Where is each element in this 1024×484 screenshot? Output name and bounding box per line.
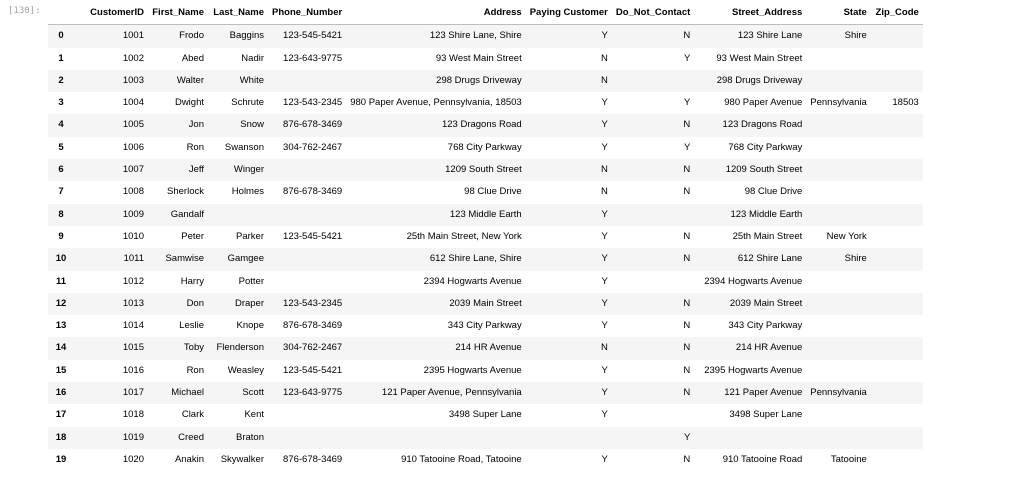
cell-street-address: 214 HR Avenue — [735, 342, 803, 354]
table-header — [48, 2, 923, 25]
table-row — [48, 92, 923, 114]
cell-state — [806, 181, 871, 203]
cell-street-address: 121 Paper Avenue — [724, 387, 803, 399]
cell-first-name: Creed — [178, 431, 204, 443]
cell-first-name: Don — [186, 297, 204, 309]
cell-first-name: Sherlock — [167, 186, 204, 198]
row-index: 11 — [55, 275, 67, 287]
cell-customer-id: 1012 — [122, 275, 144, 287]
cell-phone-number — [268, 248, 346, 270]
cell-last-name: Draper — [234, 297, 264, 309]
cell-paying-customer: Y — [601, 97, 608, 109]
table-row — [48, 248, 923, 270]
cell-first-name: Jeff — [188, 164, 204, 176]
cell-address: 121 Paper Avenue, Pennsylvania — [381, 387, 522, 399]
cell-last-name: White — [239, 74, 264, 86]
cell-customer-id: 1009 — [122, 208, 144, 220]
cell-paying-customer: N — [600, 74, 608, 86]
cell-zip-code — [871, 315, 923, 337]
cell-address: 1209 South Street — [445, 164, 522, 176]
cell-do-not-contact: N — [683, 230, 691, 242]
cell-address: 2039 Main Street — [449, 297, 522, 309]
cell-last-name: Nadir — [241, 52, 264, 64]
cell-customer-id: 1007 — [122, 164, 144, 176]
cell-first-name: Samwise — [165, 253, 204, 265]
cell-street-address: 1209 South Street — [725, 164, 803, 176]
cell-address: 2394 Hogwarts Avenue — [423, 275, 522, 287]
table-row — [48, 70, 923, 92]
cell-zip-code — [871, 427, 923, 449]
row-index: 6 — [58, 164, 64, 176]
cell-state — [806, 293, 871, 315]
row-index: 3 — [58, 97, 64, 109]
cell-first-name: Gandalf — [170, 208, 204, 220]
cell-prompt: [130]: — [8, 6, 41, 16]
cell-paying-customer: Y — [601, 253, 608, 265]
cell-state — [806, 159, 871, 181]
cell-address: 910 Tatooine Road, Tatooine — [401, 453, 522, 465]
cell-street-address: 123 Dragons Road — [722, 119, 803, 131]
cell-state — [806, 204, 871, 226]
row-index: 10 — [55, 253, 67, 265]
cell-customer-id: 1016 — [122, 364, 144, 376]
cell-last-name: Swanson — [224, 141, 264, 153]
table-row — [48, 226, 923, 248]
cell-do-not-contact: N — [683, 297, 691, 309]
cell-phone-number: 123-545-5421 — [283, 30, 343, 42]
table-row — [48, 293, 923, 315]
cell-street-address: 980 Paper Avenue — [724, 97, 803, 109]
cell-state — [806, 427, 871, 449]
cell-state — [806, 315, 871, 337]
cell-zip-code — [871, 271, 923, 293]
table-row — [48, 360, 923, 382]
cell-street-address: 612 Shire Lane — [737, 253, 803, 265]
cell-phone-number: 876-678-3469 — [283, 186, 343, 198]
cell-last-name: Baggins — [229, 30, 264, 42]
table-row — [48, 337, 923, 359]
cell-street-address: 98 Clue Drive — [744, 186, 803, 198]
cell-address: 298 Drugs Driveway — [436, 74, 522, 86]
row-index: 13 — [55, 320, 67, 332]
cell-last-name: Potter — [238, 275, 264, 287]
cell-phone-number: 123-545-5421 — [283, 364, 343, 376]
cell-paying-customer: Y — [601, 119, 608, 131]
cell-paying-customer: N — [600, 52, 608, 64]
cell-last-name: Schrute — [231, 97, 264, 109]
column-header-last-name: Last_Name — [208, 2, 268, 25]
cell-street-address: 2039 Main Street — [729, 297, 803, 309]
cell-zip-code — [871, 114, 923, 136]
cell-phone-number: 123-643-9775 — [283, 52, 343, 64]
cell-do-not-contact: N — [683, 164, 691, 176]
cell-first-name: Michael — [171, 387, 204, 399]
cell-address: 612 Shire Lane, Shire — [429, 253, 522, 265]
row-index: 1 — [58, 52, 64, 64]
column-header-state: State — [806, 2, 871, 25]
cell-paying-customer: N — [600, 186, 608, 198]
cell-zip-code — [871, 181, 923, 203]
cell-customer-id: 1020 — [122, 453, 144, 465]
cell-paying-customer: Y — [601, 453, 608, 465]
row-index: 15 — [55, 364, 67, 376]
cell-customer-id: 1010 — [122, 230, 144, 242]
cell-phone-number: 876-678-3469 — [283, 320, 343, 332]
cell-customer-id: 1015 — [122, 342, 144, 354]
column-header-do-not-contact: Do_Not_Contact — [612, 2, 694, 25]
cell-do-not-contact: Y — [683, 141, 691, 153]
cell-customer-id: 1011 — [123, 253, 144, 265]
row-index: 8 — [58, 208, 64, 220]
table-row — [48, 114, 923, 136]
cell-do-not-contact: Y — [683, 97, 691, 109]
cell-address: 25th Main Street, New York — [406, 230, 522, 242]
cell-last-name: Knope — [236, 320, 264, 332]
cell-paying-customer: Y — [601, 275, 608, 287]
cell-do-not-contact: N — [683, 453, 691, 465]
column-header-customer-id: CustomerID — [74, 2, 148, 25]
table-row — [48, 204, 923, 226]
table-row — [48, 137, 923, 159]
cell-phone-number: 304-762-2467 — [283, 342, 343, 354]
cell-state — [806, 137, 871, 159]
column-header-address: Address — [346, 2, 526, 25]
cell-address: 3498 Super Lane — [448, 409, 522, 421]
cell-state: New York — [826, 230, 867, 242]
column-header-first-name: First_Name — [148, 2, 208, 25]
cell-last-name — [208, 204, 268, 226]
row-index: 19 — [55, 453, 67, 465]
row-index: 17 — [55, 409, 67, 421]
cell-first-name: Toby — [183, 342, 204, 354]
cell-last-name: Parker — [236, 230, 264, 242]
cell-street-address: 2394 Hogwarts Avenue — [704, 275, 803, 287]
table-row — [48, 382, 923, 404]
cell-zip-code — [871, 382, 923, 404]
cell-state: Pennsylvania — [810, 97, 867, 109]
table-row — [48, 159, 923, 181]
cell-do-not-contact: N — [683, 30, 691, 42]
table-row — [48, 427, 923, 449]
cell-first-name: Jon — [188, 119, 204, 131]
cell-phone-number: 123-543-2345 — [283, 297, 343, 309]
cell-last-name: Skywalker — [220, 453, 264, 465]
row-index: 2 — [58, 74, 64, 86]
cell-street-address: 910 Tatooine Road — [722, 453, 803, 465]
cell-customer-id: 1018 — [122, 409, 144, 421]
cell-street-address: 3498 Super Lane — [729, 409, 803, 421]
column-header-zip-code: Zip_Code — [871, 2, 923, 25]
cell-do-not-contact: N — [683, 253, 691, 265]
cell-paying-customer: Y — [601, 297, 608, 309]
cell-paying-customer: Y — [601, 320, 608, 332]
cell-last-name: Holmes — [231, 186, 264, 198]
row-index: 18 — [55, 431, 67, 443]
cell-address — [346, 427, 526, 449]
row-index: 16 — [55, 387, 67, 399]
cell-do-not-contact: N — [683, 119, 691, 131]
cell-customer-id: 1019 — [122, 431, 144, 443]
cell-address: 98 Clue Drive — [464, 186, 522, 198]
cell-paying-customer — [526, 427, 612, 449]
cell-do-not-contact — [612, 204, 694, 226]
cell-state: Shire — [844, 253, 867, 265]
row-index: 14 — [55, 342, 67, 354]
cell-do-not-contact — [612, 271, 694, 293]
cell-state — [806, 114, 871, 136]
cell-first-name: Leslie — [179, 320, 204, 332]
row-index: 9 — [58, 230, 64, 242]
cell-first-name: Clark — [181, 409, 204, 421]
cell-customer-id: 1017 — [122, 387, 144, 399]
column-header-phone-number: Phone_Number — [268, 2, 346, 25]
cell-phone-number: 123-545-5421 — [283, 230, 343, 242]
cell-do-not-contact: N — [683, 387, 691, 399]
cell-phone-number — [268, 70, 346, 92]
cell-zip-code: 18503 — [892, 97, 919, 109]
cell-address: 123 Shire Lane, Shire — [429, 30, 522, 42]
cell-do-not-contact: N — [683, 364, 691, 376]
cell-street-address: 25th Main Street — [732, 230, 803, 242]
cell-last-name: Scott — [242, 387, 264, 399]
cell-phone-number: 304-762-2467 — [283, 141, 343, 153]
cell-zip-code — [871, 449, 923, 471]
cell-customer-id: 1014 — [122, 320, 144, 332]
cell-street-address — [694, 427, 806, 449]
cell-phone-number: 876-678-3469 — [283, 119, 343, 131]
cell-zip-code — [871, 226, 923, 248]
cell-paying-customer: Y — [601, 364, 608, 376]
cell-first-name: Walter — [176, 74, 204, 86]
cell-phone-number: 123-543-2345 — [283, 97, 343, 109]
cell-phone-number: 876-678-3469 — [283, 453, 343, 465]
cell-zip-code — [871, 337, 923, 359]
header-row — [48, 2, 923, 25]
cell-address: 214 HR Avenue — [455, 342, 522, 354]
table-body — [48, 25, 923, 471]
row-index: 7 — [58, 186, 64, 198]
cell-do-not-contact: N — [683, 320, 691, 332]
cell-address: 343 City Parkway — [447, 320, 522, 332]
cell-last-name: Flenderson — [216, 342, 264, 354]
cell-customer-id: 1013 — [122, 297, 144, 309]
cell-zip-code — [871, 293, 923, 315]
cell-zip-code — [871, 137, 923, 159]
table-row — [48, 181, 923, 203]
table-row — [48, 271, 923, 293]
cell-paying-customer: N — [600, 164, 608, 176]
cell-last-name: Snow — [240, 119, 264, 131]
cell-paying-customer: Y — [601, 230, 608, 242]
cell-phone-number — [268, 159, 346, 181]
row-index: 12 — [55, 297, 67, 309]
cell-do-not-contact: N — [683, 186, 691, 198]
cell-zip-code — [871, 25, 923, 48]
cell-state: Tatooine — [830, 453, 867, 465]
cell-customer-id: 1006 — [122, 141, 144, 153]
cell-paying-customer: Y — [601, 387, 608, 399]
cell-street-address: 343 City Parkway — [728, 320, 803, 332]
cell-last-name: Winger — [233, 164, 264, 176]
cell-last-name: Braton — [236, 431, 264, 443]
cell-first-name: Frodo — [179, 30, 204, 42]
cell-paying-customer: Y — [601, 409, 608, 421]
cell-address: 980 Paper Avenue, Pennsylvania, 18503 — [350, 97, 522, 109]
cell-zip-code — [871, 360, 923, 382]
table-row — [48, 48, 923, 70]
row-index: 0 — [58, 30, 64, 42]
cell-address: 768 City Parkway — [447, 141, 522, 153]
cell-do-not-contact: Y — [683, 52, 691, 64]
cell-zip-code — [871, 248, 923, 270]
cell-state — [806, 360, 871, 382]
cell-state — [806, 70, 871, 92]
cell-customer-id: 1001 — [122, 30, 144, 42]
cell-last-name: Weasley — [227, 364, 264, 376]
cell-do-not-contact: Y — [683, 431, 691, 443]
cell-do-not-contact — [612, 404, 694, 426]
cell-zip-code — [871, 404, 923, 426]
cell-first-name: Harry — [180, 275, 204, 287]
table-row — [48, 404, 923, 426]
cell-street-address: 93 West Main Street — [716, 52, 803, 64]
cell-phone-number — [268, 427, 346, 449]
cell-phone-number: 123-643-9775 — [283, 387, 343, 399]
cell-first-name: Ron — [186, 364, 204, 376]
cell-first-name: Anakin — [174, 453, 204, 465]
cell-first-name: Ron — [186, 141, 204, 153]
cell-state — [806, 404, 871, 426]
cell-address: 123 Middle Earth — [449, 208, 522, 220]
cell-state — [806, 271, 871, 293]
dataframe-table — [48, 2, 923, 471]
cell-do-not-contact — [612, 70, 694, 92]
cell-paying-customer: Y — [601, 141, 608, 153]
cell-phone-number — [268, 204, 346, 226]
column-header-paying-customer: Paying Customer — [526, 2, 612, 25]
cell-first-name: Peter — [181, 230, 204, 242]
cell-street-address: 768 City Parkway — [728, 141, 803, 153]
cell-street-address: 123 Shire Lane — [737, 30, 803, 42]
row-index: 4 — [58, 119, 64, 131]
cell-paying-customer: Y — [601, 208, 608, 220]
cell-phone-number — [268, 404, 346, 426]
cell-state: Pennsylvania — [810, 387, 867, 399]
cell-last-name: Gamgee — [227, 253, 264, 265]
cell-do-not-contact: N — [683, 342, 691, 354]
cell-address: 2395 Hogwarts Avenue — [423, 364, 522, 376]
cell-paying-customer: Y — [601, 30, 608, 42]
cell-customer-id: 1003 — [122, 74, 144, 86]
table-row — [48, 25, 923, 48]
cell-paying-customer: N — [600, 342, 608, 354]
cell-address: 123 Dragons Road — [441, 119, 522, 131]
column-header-index — [48, 2, 74, 25]
cell-zip-code — [871, 159, 923, 181]
cell-state: Shire — [844, 30, 867, 42]
table-row — [48, 315, 923, 337]
cell-customer-id: 1008 — [122, 186, 144, 198]
cell-first-name: Abed — [181, 52, 204, 64]
cell-customer-id: 1004 — [122, 97, 144, 109]
cell-street-address: 298 Drugs Driveway — [716, 74, 803, 86]
cell-zip-code — [871, 204, 923, 226]
cell-street-address: 123 Middle Earth — [730, 208, 803, 220]
cell-customer-id: 1002 — [122, 52, 144, 64]
cell-state — [806, 337, 871, 359]
cell-customer-id: 1005 — [122, 119, 144, 131]
table-row — [48, 449, 923, 471]
cell-zip-code — [871, 48, 923, 70]
cell-phone-number — [268, 271, 346, 293]
cell-address: 93 West Main Street — [435, 52, 522, 64]
cell-street-address: 2395 Hogwarts Avenue — [704, 364, 803, 376]
cell-last-name: Kent — [244, 409, 264, 421]
cell-state — [806, 48, 871, 70]
row-index: 5 — [58, 141, 64, 153]
cell-first-name: Dwight — [174, 97, 204, 109]
cell-zip-code — [871, 70, 923, 92]
column-header-street-address: Street_Address — [694, 2, 806, 25]
